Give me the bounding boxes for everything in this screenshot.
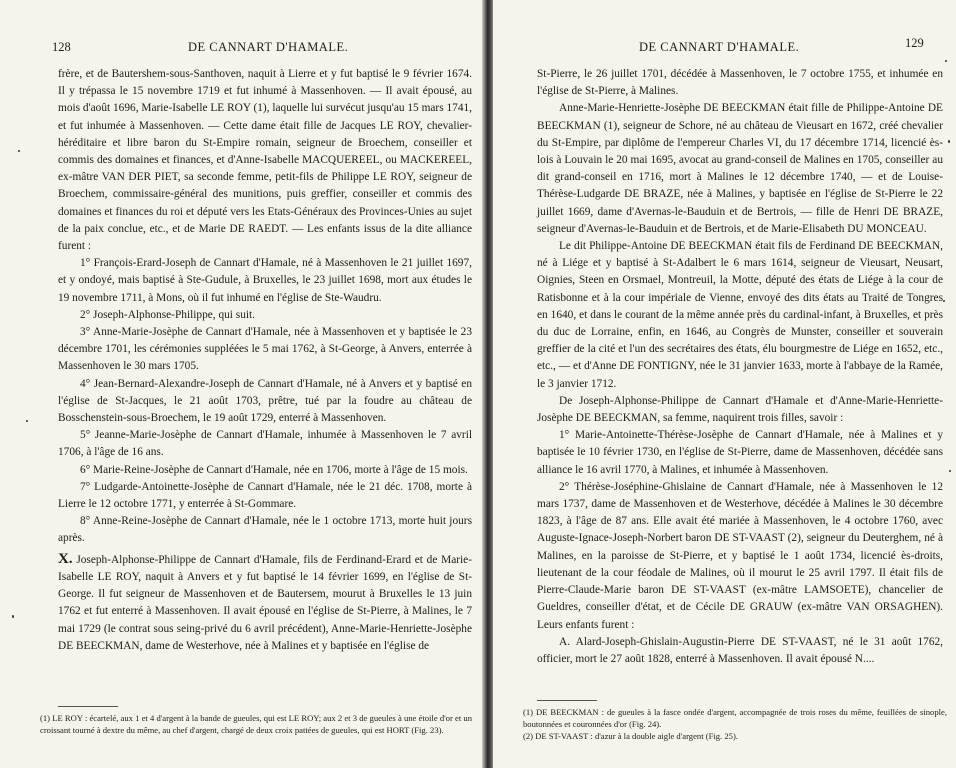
list-item: 4° Jean-Bernard-Alexandre-Joseph de Cannart d'Hamale, né à Anvers et y baptisé en l'église de St-Jacques, le 21 août 1703, prêtre, tué par la foudre au château de Bosschenstein-sous-Broechem, le 19 août 1729, enterré à Massenhoven. — [58, 377, 472, 425]
paragraph: Anne-Marie-Henriette-Josèphe DE BEECKMAN était fille de Philippe-Antoine DE BEECKMAN (1), seigneur de Schore, né au château de Vieusart en 1672, créé chevalier du St-Empire, par diplôme de l'empereur Charles VI, du 17 décembre 1714, licencié ès-lois à Louvain le 20 mai 1695, avocat au grand-conseil de Malines en 1705, conseiller au dit grand-conseil en 1716, mort à Malines le 12 décembre 1740, — et de Louise-Thérèse-Ludgarde DE BRAZE, née à Malines, y baptisée en l'église de St-Pierre le 22 juillet 1669, dame d'Avernas-le-Bauduin et de Bertrois, — fille de Henri DE BRAZE, seigneur d'Avernas-le-Bauduin et de Bertrois, et de Marie-Elisabeth DU MONCEAU. — [537, 102, 943, 235]
left-page-body — [58, 66, 472, 655]
print-speck — [948, 140, 950, 143]
print-speck — [943, 300, 945, 302]
right-page — [493, 0, 956, 768]
running-header-right: DE CANNART D'HAMALE. — [639, 40, 800, 54]
list-item: 7° Ludgarde-Antoinette-Josèphe de Cannart d'Hamale, née le 21 déc. 1708, morte à Lierre le 12 octobre 1771, y enterrée à St-Gommare. — [58, 480, 472, 511]
print-speck — [26, 420, 28, 422]
footnote: (1) LE ROY : écartelé, aux 1 et 4 d'argent à la bande de gueules, qui est LE ROY; aux 2 et 3 de gueules à une étoile d'or et un croissant tourné à dextre du même, au chef d'argent, chargé de deux croix pattées de gueules, qui est HORT (Fig. 23). — [40, 713, 472, 735]
list-item: 8° Anne-Reine-Josèphe de Cannart d'Hamale, née le 1 octobre 1713, morte huit jours après. — [58, 515, 472, 545]
page-number-left: 128 — [52, 40, 71, 54]
list-item: 5° Jeanne-Marie-Josèphe de Cannart d'Hamale, inhumée à Massenhoven le 7 avril 1706, à l'âge de 16 ans. — [58, 429, 472, 459]
footnote-left — [40, 712, 472, 736]
list-item: 1° François-Erard-Joseph de Cannart d'Hamale, né à Massenhoven le 21 juillet 1697, et y ondoyé, mais baptisé à Ste-Gudule, à Bruxelles, le 23 juillet 1698, mort aux études le 19 novembre 1711, à Mons, où il fut inhumé en l'église de Ste-Waudru. — [58, 257, 472, 304]
list-item: A. Alard-Joseph-Ghislain-Augustin-Pierre DE ST-VAAST, né le 31 août 1762, officier, mort le 27 août 1828, enterré à Massenhoven. Il avait épousé N.... — [537, 635, 943, 665]
footnote-rule — [58, 706, 118, 707]
footnote: (2) DE ST-VAAST : d'azur à la double aigle d'argent (Fig. 25). — [523, 731, 738, 741]
section-marker: X. — [58, 550, 73, 567]
print-speck — [949, 470, 951, 472]
paragraph: frère, et de Bautershem-sous-Santhoven, naquit à Lierre et y fut baptisé le 9 février 1674. Il y trépassa le 15 novembre 1719 et fut inhumé à Massenhoven. — Il avait épousé, au mois d'août 1696, Marie-Isabelle LE ROY (1), laquelle lui survécut jusqu'au 15 mars 1741, et fut inhumée à Massenhoven. — Cette dame était fille de Jacques LE ROY, chevalier-héréditaire et libre baron du St-Empire romain, seigneur de Broechem, conseiller et commis des domaines et finances, et d'Anne-Isabelle MACQUEREEL, ou MACKEREEL, ex-mâtre VAN DER PIET, sa seconde femme, petit-fils de Philippe LE ROY, seigneur de Broechem, commissaire-général des munitions, puis greffier, conseiller et commis des domaines et finances du roi et député vers les Etats-Généraux des Provinces-Unies au sujet de la paix conclue, etc., et de Marie DE RAEDT. — Les enfants issus de la dite alliance furent : — [58, 68, 472, 253]
list-item: 2° Thérèse-Joséphine-Ghislaine de Cannart d'Hamale, née à Massenhoven le 12 mars 1737, dame de Massenhoven et de Westerhove, décédée à Malines le 30 décembre 1823, à l'âge de 87 ans. Elle avait été mariée à Massenhoven, le 4 octobre 1760, avec Auguste-Ignace-Joseph-Norbert baron DE ST-VAAST (2), seigneur du Deuterghem, né à Malines, en la paroisse de St-Pierre, et y baptisé le 1 août 1734, licencié ès-droits, lieutenant de la cour féodale de Malines, où il mourut le 25 avril 1797. Il était fils de Pierre-Claude-Marie baron DE ST-VAAST (ex-mâtre LAMSOETE), chancelier de Gueldres, conseiller d'état, et de Cécile DE GRAUW (ex-mâtre VAN ORSAGHEN). Leurs enfants furent : — [537, 480, 943, 631]
print-speck — [12, 615, 14, 618]
list-item: 1° Marie-Antoinette-Thérèse-Josèphe de Cannart d'Hamale, née à Malines et y baptisée le 10 février 1730, en l'église de St-Pierre, dame de Massenhoven, décédée sans alliance le 16 avril 1770, à Malines, et inhumée à Massenhoven. — [537, 429, 943, 476]
section-text: Joseph-Alphonse-Philippe de Cannart d'Hamale, fils de Ferdinand-Erard et de Marie-Isabelle LE ROY, naquit à Anvers et y fut baptisé le 14 février 1699, en l'église de St-George. Il fut seigneur de Massenhoven et de Bautersem, mourut à Bruxelles le 13 juin 1762 et fut enterré à Massenhoven. Il avait épousé en l'église de St-Pierre, à Malines, le 7 mai 1729 (le contrat sous seing-privé du 6 avril précédent), Anne-Marie-Henriette-Josèphe DE BEECKMAN, dame de Westerhove, née à Malines et y baptisée en l'église de — [58, 553, 472, 652]
footnote-rule — [537, 700, 597, 701]
paragraph: De Joseph-Alphonse-Philippe de Cannart d'Hamale et d'Anne-Marie-Henriette-Josèphe DE BEECKMAN, sa femme, naquirent trois filles, savoir : — [537, 394, 943, 425]
paragraph: Le dit Philippe-Antoine DE BEECKMAN était fils de Ferdinand DE BEECKMAN, né à Liége et y baptisé à St-Adalbert le 6 mars 1614, seigneur de Vieusart, Neusart, Oignies, Steen en Orsmael, Montreuil, la Motte, député des états de Liége à la cour de Ratisbonne et à la cour impériale de Vienne, envoyé des dits états au Traité de Tongres en 1640, et dans le courant de la même année près du cardinal-infant, à Bruxelles, et près du duc de Lorraine, enfin, en 1646, au Congrès de Munster, conseiller et souverain greffier de la cité et l'un des secrétaires des états, élu bourgmestre de Liége en 1652, etc., etc., — et d'Anne DE FONTIGNY, née le 31 janvier 1633, morte à l'abbaye de la Ramée, le 3 janvier 1712. — [537, 240, 943, 390]
list-item: 3° Anne-Marie-Josèphe de Cannart d'Hamale, née à Massenhoven et y baptisée le 23 décembre 1701, les cérémonies suppléées le 5 mai 1762, à St-George, à Anvers, enterrée à Massenhoven le 30 mars 1705. — [58, 326, 472, 373]
paragraph: St-Pierre, le 26 juillet 1701, décédée à Massenhoven, le 7 octobre 1755, et inhumée en l'église de St-Pierre, à Malines. — [537, 68, 943, 98]
page-number-right: 129 — [905, 36, 924, 50]
list-item: 2° Joseph-Alphonse-Philippe, qui suit. — [80, 308, 256, 321]
right-page-body — [537, 66, 943, 668]
footnotes-right — [523, 706, 947, 742]
footnote: (1) DE BEECKMAN : de gueules à la fasce ondée d'argent, accompagnée de trois roses du même, feuillées de sinople, boutonnées et couronnées d'or (Fig. 24). — [523, 707, 947, 729]
print-speck — [18, 150, 20, 152]
print-speck — [945, 60, 947, 62]
running-header-left: DE CANNART D'HAMALE. — [188, 40, 349, 54]
list-item: 6° Marie-Reine-Josèphe de Cannart d'Hamale, née en 1706, morte à l'âge de 15 mois. — [80, 463, 468, 476]
section-paragraph — [58, 551, 472, 655]
